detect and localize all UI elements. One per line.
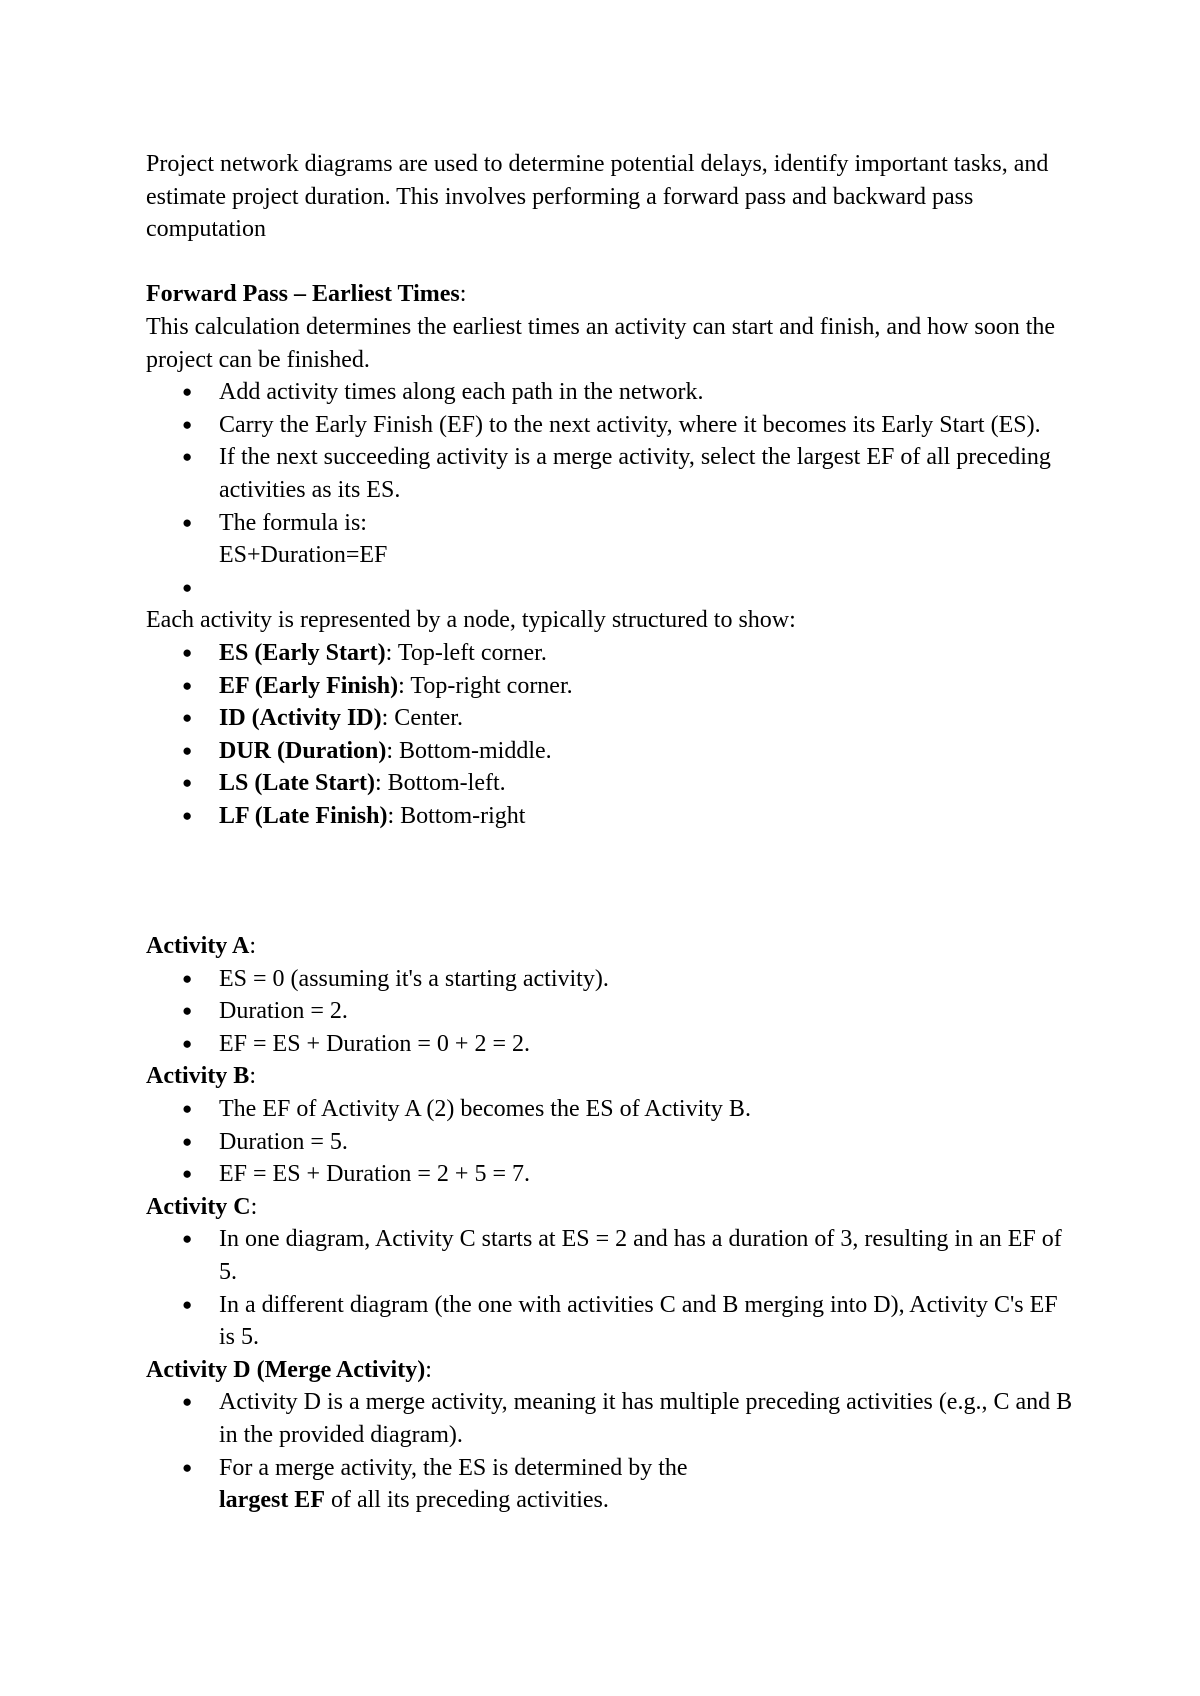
- bullet-icon: ●: [182, 1457, 193, 1477]
- emphasis-largest-ef: largest EF: [219, 1487, 325, 1514]
- activity-b-list: [146, 1093, 1076, 1191]
- bullet-icon: ●: [182, 1033, 193, 1053]
- bullet-icon: ●: [182, 1131, 193, 1151]
- intro-paragraph: Project network diagrams are used to determine potential delays, identify important tasks, and estimate project duration. This involves performing a forward pass and backward pass computation: [146, 151, 1049, 243]
- list-item: ● ID (Activity ID): Center.: [146, 702, 1076, 735]
- list-item: ● Duration = 2.: [146, 995, 1076, 1028]
- bullet-icon: ●: [182, 740, 193, 760]
- spacer: [146, 246, 1076, 279]
- activity-c-list: [146, 1223, 1076, 1353]
- bullet-icon: ●: [182, 675, 193, 695]
- activity-a-heading: Activity A: [146, 933, 250, 960]
- bullet-icon: ●: [182, 968, 193, 988]
- list-item: ● EF = ES + Duration = 0 + 2 = 2.: [146, 1028, 1076, 1061]
- node-structure-intro: Each activity is represented by a node, typically structured to show:: [146, 607, 796, 634]
- activity-b-heading: Activity B: [146, 1063, 250, 1090]
- bullet-icon: ●: [182, 642, 193, 662]
- list-item-empty: [146, 572, 1076, 605]
- bullet-icon: ●: [182, 447, 193, 467]
- list-item: ● The EF of Activity A (2) becomes the ES of Activity B.: [146, 1093, 1076, 1126]
- list-item: ● DUR (Duration): Bottom-middle.: [146, 735, 1076, 768]
- list-item: ● Carry the Early Finish (EF) to the next activity, where it becomes its Early Start (ES).: [146, 409, 1076, 442]
- forward-pass-heading: Forward Pass – Earliest Times: [146, 281, 460, 308]
- forward-pass-bullet-list: [146, 376, 1076, 604]
- bullet-icon: ●: [182, 512, 193, 532]
- list-item: ● Duration = 5.: [146, 1126, 1076, 1159]
- list-item: ● ES (Early Start): Top-left corner.: [146, 637, 1076, 670]
- bullet-icon: ●: [182, 1001, 193, 1021]
- node-structure-list: [146, 637, 1076, 833]
- activity-c-heading: Activity C: [146, 1193, 251, 1220]
- activity-d-heading-line: Activity D (Merge Activity):: [146, 1356, 432, 1383]
- bullet-icon: ●: [182, 1164, 193, 1184]
- list-item: ● LF (Late Finish): Bottom-right: [146, 800, 1076, 833]
- list-item: ● EF (Early Finish): Top-right corner.: [146, 670, 1076, 703]
- list-item: ● For a merge activity, the ES is determined by the largest EF of all its preceding activities.: [146, 1452, 1076, 1517]
- bullet-icon: ●: [182, 773, 193, 793]
- formula: ES+Duration=EF: [219, 542, 388, 569]
- list-item: ● In a different diagram (the one with activities C and B merging into D), Activity C's EF is 5.: [146, 1289, 1076, 1354]
- bullet-icon: ●: [182, 1229, 193, 1249]
- list-item: ● Add activity times along each path in the network.: [146, 376, 1076, 409]
- forward-pass-description: This calculation determines the earliest times an activity can start and finish, and how soon the project can be finished.: [146, 313, 1056, 373]
- activity-d-heading: Activity D (Merge Activity): [146, 1356, 426, 1383]
- bullet-icon: ●: [182, 577, 193, 597]
- bullet-icon: ●: [182, 1392, 193, 1412]
- spacer: [146, 897, 1076, 930]
- bullet-icon: ●: [182, 414, 193, 434]
- list-item: ● ES = 0 (assuming it's a starting activity).: [146, 963, 1076, 996]
- heading-colon: :: [459, 281, 467, 308]
- list-item: ● If the next succeeding activity is a merge activity, select the largest EF of all preceding activities as its ES.: [146, 441, 1076, 506]
- bullet-icon: ●: [182, 708, 193, 728]
- bullet-icon: ●: [182, 1294, 193, 1314]
- bullet-icon: ●: [182, 805, 193, 825]
- activity-a-list: [146, 963, 1076, 1061]
- activity-a-heading-line: Activity A:: [146, 933, 256, 960]
- list-item: ● EF = ES + Duration = 2 + 5 = 7.: [146, 1158, 1076, 1191]
- activity-d-list: [146, 1386, 1076, 1516]
- activity-c-heading-line: Activity C:: [146, 1193, 258, 1220]
- forward-pass-heading-line: [146, 278, 1076, 311]
- list-item: ● The formula is: ES+Duration=EF: [146, 507, 1076, 572]
- bullet-icon: ●: [182, 382, 193, 402]
- document-page: [146, 148, 1076, 1517]
- list-item: ● In one diagram, Activity C starts at ES = 2 and has a duration of 3, resulting in an EF of 5.: [146, 1223, 1076, 1288]
- list-item: ● Activity D is a merge activity, meaning it has multiple preceding activities (e.g., C and B in the provided diagram).: [146, 1386, 1076, 1451]
- bullet-icon: ●: [182, 1099, 193, 1119]
- list-item: ● LS (Late Start): Bottom-left.: [146, 767, 1076, 800]
- activity-b-heading-line: Activity B:: [146, 1063, 256, 1090]
- spacer: [146, 832, 1076, 897]
